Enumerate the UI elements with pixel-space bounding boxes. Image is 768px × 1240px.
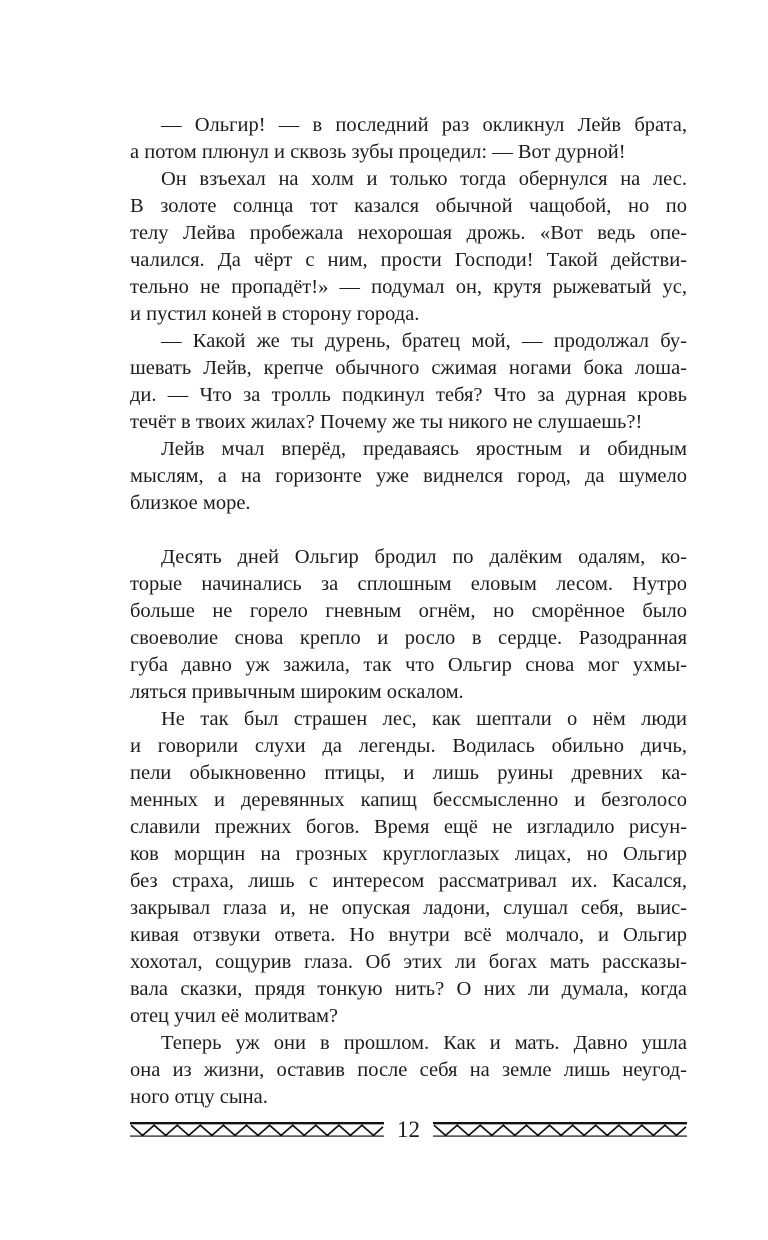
text-block [130,112,687,1111]
text-line: Он взъехал на холм и только тогда обернулся на лес. [161,168,687,190]
text-line: больше не горело гневным огнём, но сморённое было [130,600,687,622]
zigzag-ornament-left-icon [130,1122,384,1137]
text-line: менных и деревянных капищ бессмысленно и безголосо [130,789,687,811]
text-line: пели обыкновенно птицы, и лишь руины древних ка- [130,762,687,784]
text-line: Десять дней Ольгир бродил по далёким одалям, ко- [161,546,687,568]
paragraph [130,328,687,436]
text-line: и говорили слухи да легенды. Водилась обильно дичь, [130,735,687,757]
paragraph [130,436,687,517]
text-line: и пустил коней в сторону города. [130,303,420,325]
text-line: закрывал глаза и, не опуская ладони, слушал себя, выис- [130,897,687,919]
text-line: без страха, лишь с интересом рассматривал их. Касался, [130,870,687,892]
text-line: Лейв мчал вперёд, предаваясь яростным и обидным [161,438,687,460]
text-line: мыслям, а на горизонте уже виднелся город, да шумело [130,465,687,487]
text-line: кивая отзвуки ответа. Но внутри всё молчало, и Ольгир [130,924,687,946]
paragraph [130,706,687,1030]
text-line: своеволие снова крепло и росло в сердце. Разодранная [130,627,687,649]
text-line: славили прежних богов. Время ещё не изгладило рисун- [130,816,687,838]
text-line: она из жизни, оставив после себя на земле лишь неугод- [130,1059,687,1081]
text-line: ного отцу сына. [130,1086,268,1108]
text-line: близкое море. [130,492,251,514]
text-line: шевать Лейв, крепче обычного сжимая ногами бока лоша- [130,357,687,379]
text-line: отец учил её молитвам? [130,1005,339,1027]
text-line: ди. — Что за тролль подкинул тебя? Что за дурная кровь [130,384,687,406]
text-line: телу Лейва пробежала нехорошая дрожь. «Вот ведь опе- [130,222,687,244]
zigzag-ornament-right-icon [433,1122,687,1137]
text-line: ков морщин на грозных круглоглазых лицах, но Ольгир [130,843,687,865]
text-line: ляться привычным широким оскалом. [130,681,464,703]
paragraph [130,1030,687,1111]
text-line: Не так был страшен лес, как шептали о нём люди [161,708,687,730]
paragraph [130,112,687,166]
text-line: В золоте солнца тот казался обычной чащобой, но по [130,195,687,217]
text-line: тельно не пропадёт!» — подумал он, крутя рыжеватый ус, [130,276,687,298]
text-line: губа давно уж зажила, так что Ольгир снова мог ухмы- [130,654,687,676]
text-line: Теперь уж они в прошлом. Как и мать. Давно ушла [161,1032,687,1054]
text-line: хохотал, сощурив глаза. Об этих ли богах мать рассказы- [130,951,687,973]
paragraph [130,166,687,328]
text-line: вала сказки, прядя тонкую нить? О них ли думала, когда [130,978,687,1000]
text-line: а потом плюнул и сквозь зубы процедил: — Вот дурной! [130,141,626,163]
page-number: 12 [397,1117,420,1142]
section-spacer [130,517,687,544]
text-line: течёт в твоих жилах? Почему же ты никого не слушаешь?! [130,411,643,433]
text-line: — Какой же ты дурень, братец мой, — продолжал бу- [161,330,687,352]
text-line: — Ольгир! — в последний раз окликнул Лейв брата, [161,114,687,136]
text-line: чалился. Да чёрт с ним, прости Господи! Такой действи- [130,249,687,271]
page-footer [130,1117,687,1142]
paragraph [130,544,687,706]
text-line: торые начинались за сплошным еловым лесом. Нутро [130,573,687,595]
